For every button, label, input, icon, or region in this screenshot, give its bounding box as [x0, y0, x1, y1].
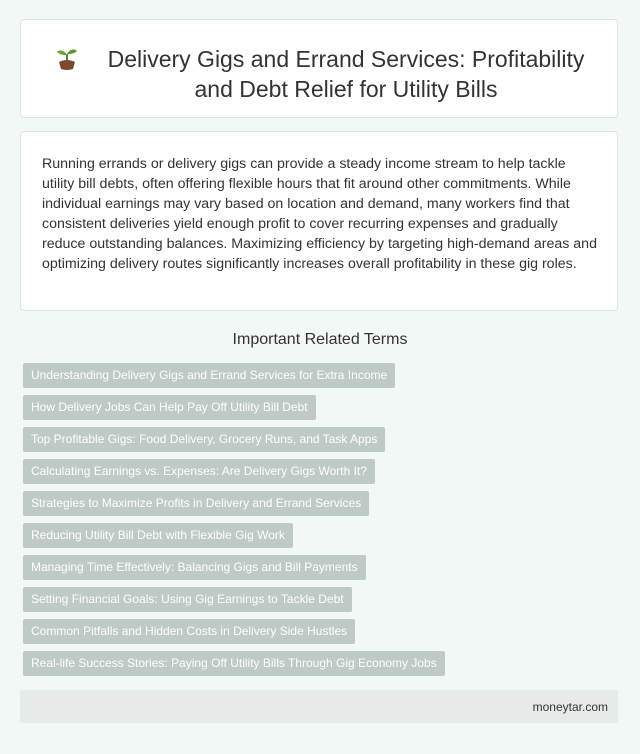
footer [20, 690, 618, 723]
site-name[interactable]: moneytar.com [532, 700, 608, 714]
intro-paragraph: Running errands or delivery gigs can provide a steady income stream to help tackle utility bill debts, often offering flexible hours that fit around other commitments. While individual earnings may vary based on location and demand, many workers find that consistent deliveries yield enough profit to cover recurring expenses and gradually reduce outstanding balances. Maximizing efficiency by targeting high-demand areas and optimizing delivery routes significantly increases overall profitability in these gig roles. [42, 156, 597, 272]
related-term-tag[interactable]: Understanding Delivery Gigs and Errand Services for Extra Income [23, 363, 395, 388]
related-terms-heading: Important Related Terms [232, 331, 408, 348]
related-terms-list [23, 363, 445, 683]
related-term-tag[interactable]: Calculating Earnings vs. Expenses: Are Delivery Gigs Worth It? [23, 459, 375, 484]
related-term-tag[interactable]: Strategies to Maximize Profits in Delivery and Errand Services [23, 491, 369, 516]
related-term-tag[interactable]: Managing Time Effectively: Balancing Gigs and Bill Payments [23, 555, 366, 580]
page-title: Delivery Gigs and Errand Services: Profitability and Debt Relief for Utility Bills [107, 46, 585, 102]
related-term-tag[interactable]: Reducing Utility Bill Debt with Flexible Gig Work [23, 523, 293, 548]
related-term-tag[interactable]: How Delivery Jobs Can Help Pay Off Utility Bill Debt [23, 395, 316, 420]
related-term-tag[interactable]: Setting Financial Goals: Using Gig Earnings to Tackle Debt [23, 587, 352, 612]
sprout-icon [54, 45, 80, 71]
related-term-tag[interactable]: Top Profitable Gigs: Food Delivery, Grocery Runs, and Task Apps [23, 427, 385, 452]
related-term-tag[interactable]: Common Pitfalls and Hidden Costs in Delivery Side Hustles [23, 619, 355, 644]
related-term-tag[interactable]: Real-life Success Stories: Paying Off Utility Bills Through Gig Economy Jobs [23, 651, 445, 676]
